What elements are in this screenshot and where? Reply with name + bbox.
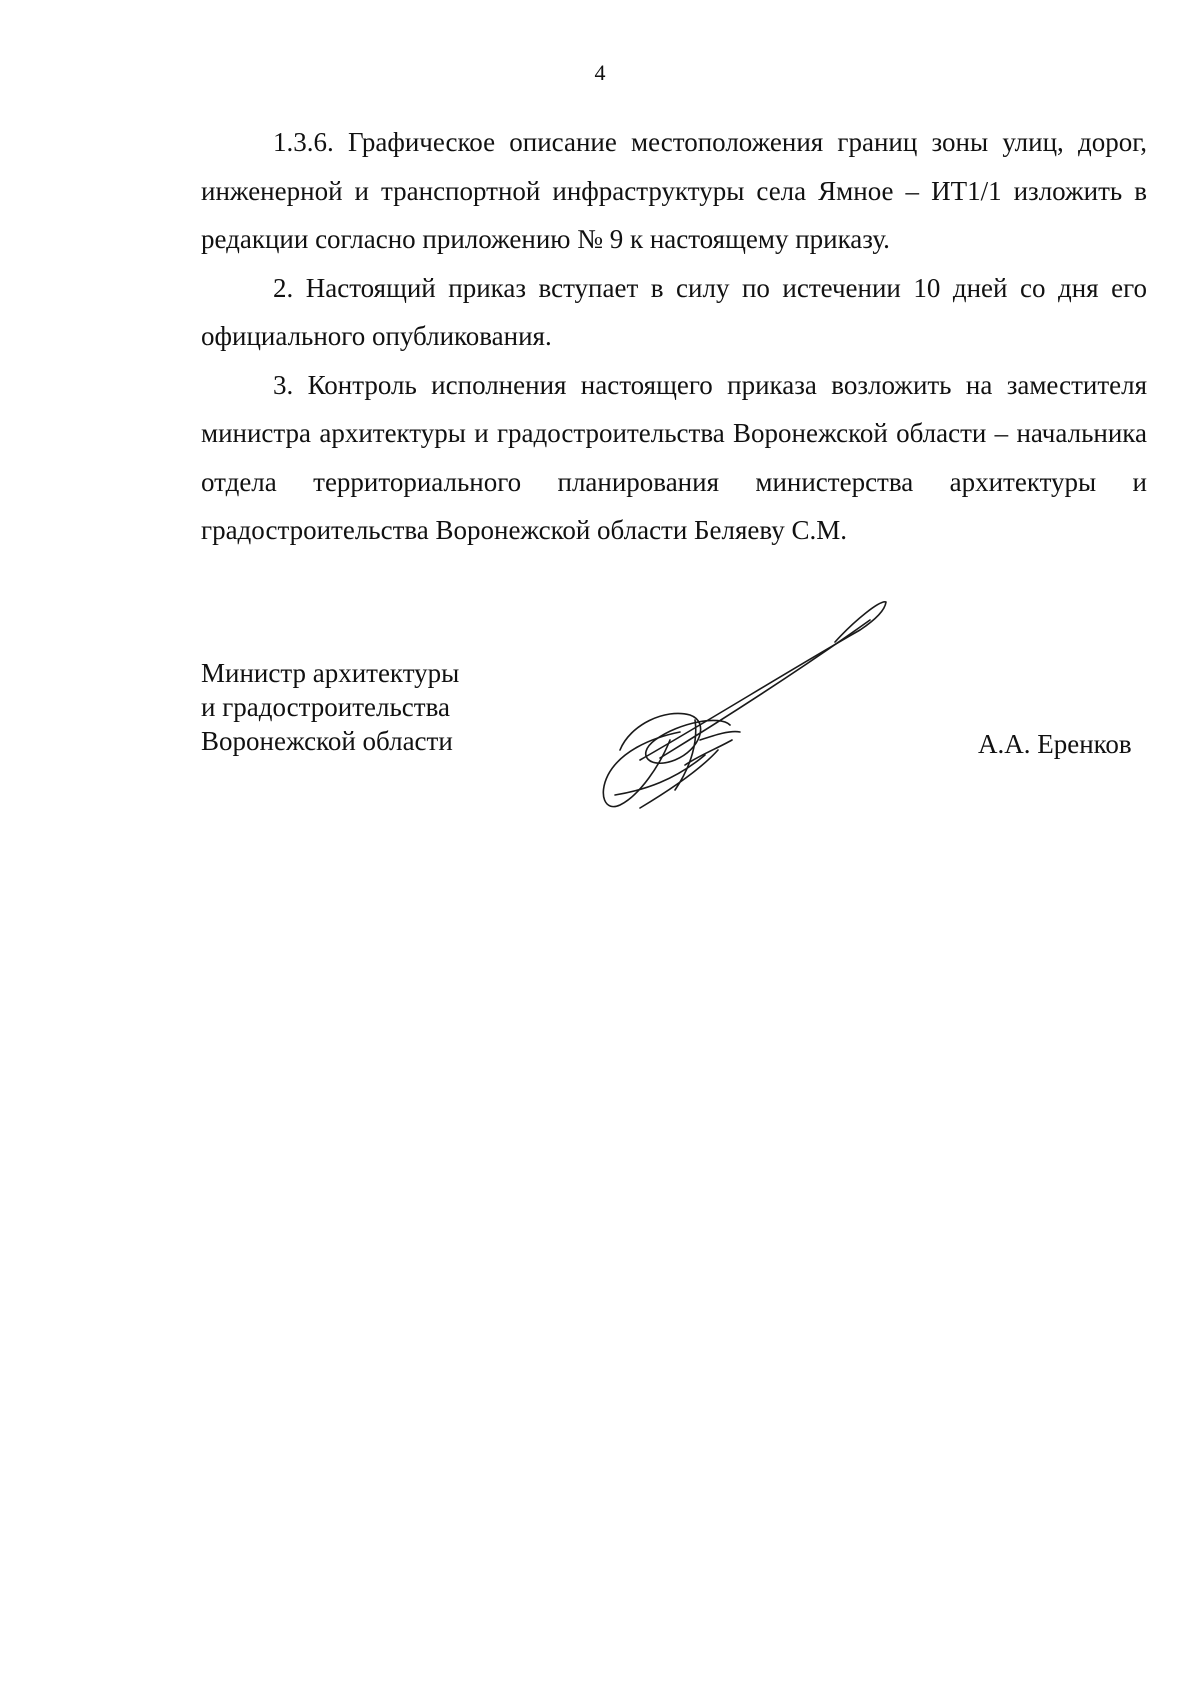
document-body [201,118,1147,555]
paragraph-1-3-6: 1.3.6. Графическое описание местоположения границ зоны улиц, дорог, инженерной и транспортной инфраструктуры села Ямное – ИТ1/1 изложить в редакции согласно приложению № 9 к настоящему приказу. [201,127,1147,254]
paragraph-2: 2. Настоящий приказ вступает в силу по истечении 10 дней со дня его официального опубликования. [201,272,1147,351]
signatory-position-line-1: Министр архитектуры [201,658,460,688]
paragraph-3: 3. Контроль исполнения настоящего приказа возложить на заместителя министра архитектуры и градостроительства Воронежской области – начальника отдела территориального планирования министерства архитектуры и градостроительства Воронежской области Беляеву С.М. [201,369,1147,545]
page-number: 4 [594,60,606,85]
signatory-position [201,656,459,758]
signatory-position-line-2: и градостроительства [201,692,450,722]
handwritten-signature [600,590,980,830]
signatory-name: А.А. Еренков [978,729,1132,759]
signatory-position-line-3: Воронежской области [201,726,453,756]
